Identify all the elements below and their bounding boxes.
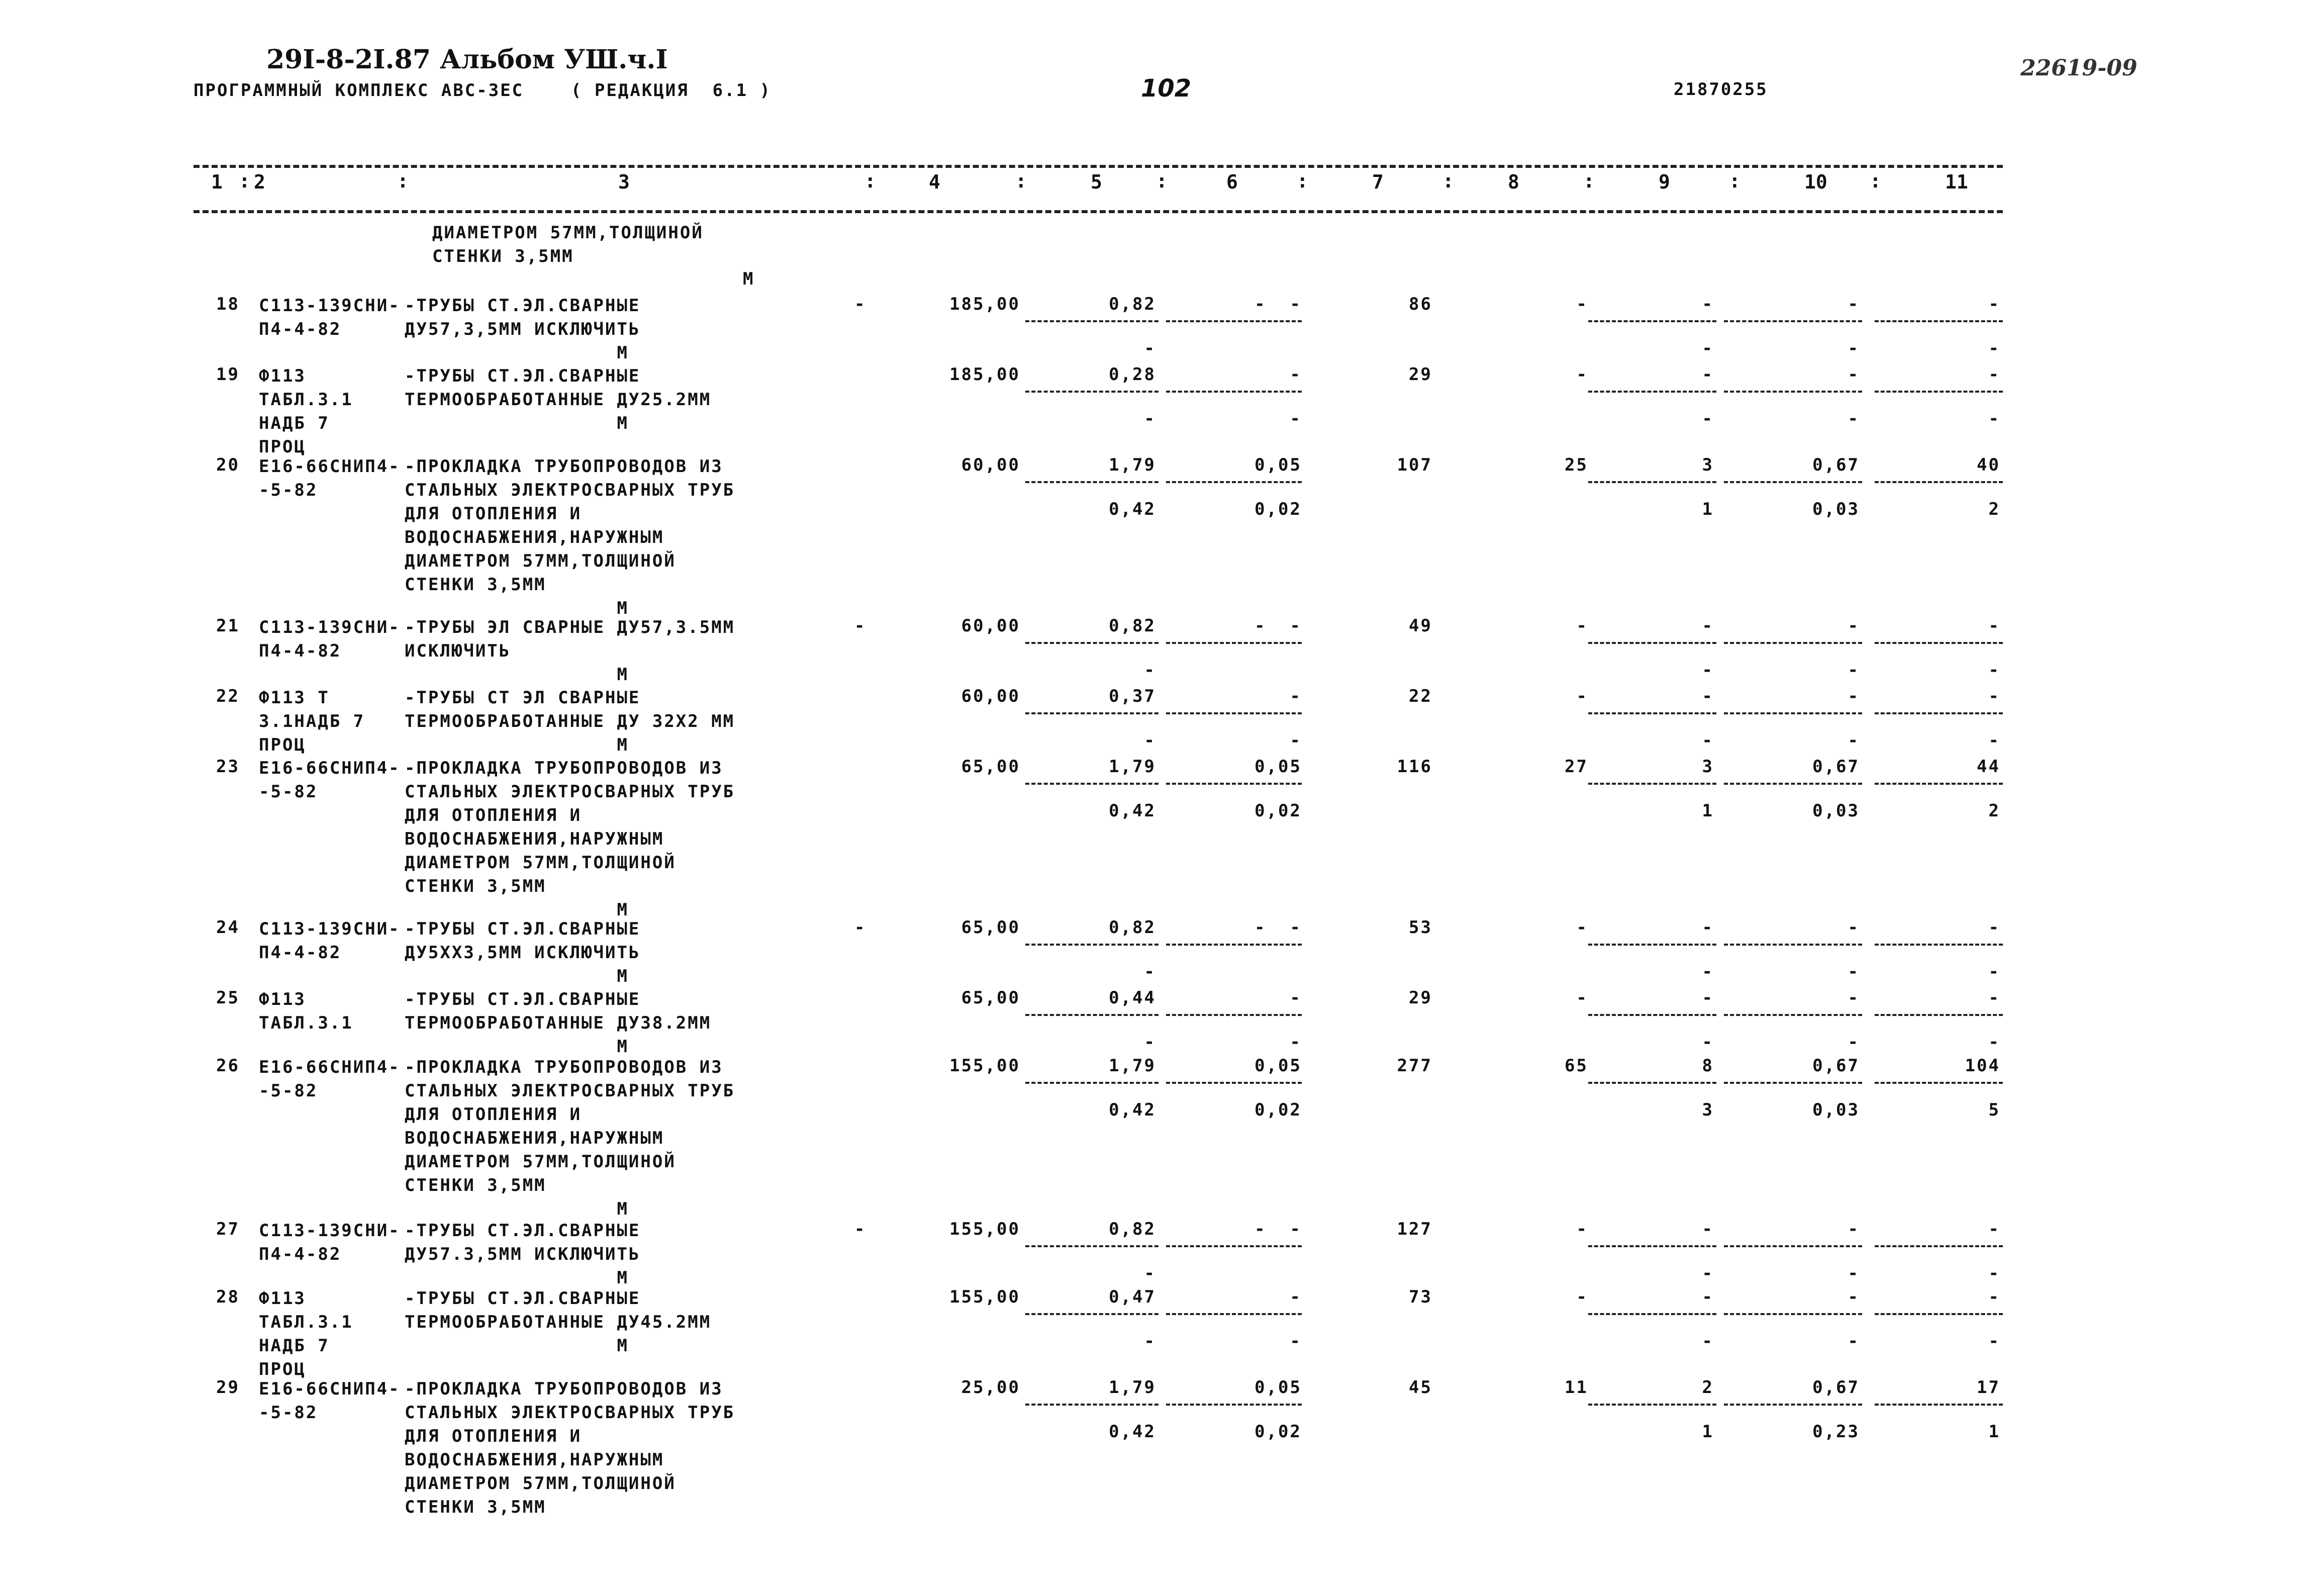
row-value-col5-top: 0,47 (1109, 1287, 1156, 1307)
row-number: 23 (216, 757, 240, 777)
split-value-rule (1875, 712, 2003, 714)
column-separator: : (1442, 170, 1454, 192)
row-value-col10-bottom: - (1848, 730, 1860, 751)
row-value-col11-bottom: - (1988, 409, 2000, 429)
row-description: -ПРОКЛАДКА ТРУБОПРОВОДОВ ИЗ СТАЛЬНЫХ ЭЛЕКТРОСВАРНЫХ ТРУБ ДЛЯ ОТОПЛЕНИЯ И ВОДОСНАБЖЕНИЯ,НАРУЖНЫМ ДИАМЕТРОМ 57ММ,ТОЛЩИНОЙ СТЕНКИ 3,5ММ М (405, 456, 735, 618)
row-description: -ТРУБЫ СТ.ЭЛ.СВАРНЫЕ ДУ57,3,5ММ ИСКЛЮЧИТЬ М (405, 296, 641, 363)
row-quantity: 185,00 (949, 294, 1020, 314)
split-value-rule (1166, 1404, 1302, 1406)
split-value-rule (1166, 642, 1302, 644)
row-value-col11-top: - (1988, 686, 2000, 706)
row-value-col5-bottom: 0,42 (1109, 499, 1156, 519)
row-value-col5-top: 0,37 (1109, 686, 1156, 706)
row-number: 24 (216, 917, 240, 938)
row-value-col10-top: 0,67 (1812, 757, 1860, 777)
split-value-rule (1724, 1404, 1862, 1406)
row-value-col6-top: - (1290, 1287, 1302, 1307)
row-value-col5-bottom: - (1144, 1032, 1156, 1052)
row-value-col5-bottom: 0,42 (1109, 1422, 1156, 1442)
row-value-col7: 73 (1409, 1287, 1432, 1307)
column-number-8: 8 (1508, 171, 1519, 193)
column-number-6: 6 (1226, 171, 1238, 193)
column-number-10: 10 (1804, 171, 1827, 193)
column-number-9: 9 (1659, 171, 1670, 193)
row-value-col10-top: - (1848, 364, 1860, 385)
row-value-col6-top: 0,05 (1254, 757, 1302, 777)
split-value-rule (1875, 391, 2003, 393)
row-value-col9-top: - (1702, 294, 1714, 314)
table-header-bottom-rule (193, 210, 2003, 213)
split-value-rule (1025, 642, 1158, 644)
row-value-col9-bottom: 1 (1702, 499, 1714, 519)
column-number-11: 11 (1945, 171, 1968, 193)
row-value-col9-bottom: - (1702, 660, 1714, 680)
row-description: -ТРУБЫ СТ.ЭЛ.СВАРНЫЕ ДУ57.3,5ММ ИСКЛЮЧИТЬ М (405, 1221, 641, 1288)
row-value-col5-bottom: - (1144, 1263, 1156, 1283)
row-value-col9-bottom: - (1702, 1331, 1714, 1351)
column-separator: : (1156, 170, 1168, 192)
row-quantity: 65,00 (961, 988, 1020, 1008)
split-value-rule (1166, 944, 1302, 946)
row-value-col5-bottom: 0,42 (1109, 1100, 1156, 1120)
archive-stamp: 22619-09 (2020, 55, 2138, 81)
row-value-col6-bottom: 0,02 (1254, 1422, 1302, 1442)
row-value-col5-top: 0,44 (1109, 988, 1156, 1008)
row-number: 27 (216, 1219, 240, 1239)
row-value-col7: 127 (1397, 1219, 1432, 1239)
row-value-col6-top: - - (1254, 917, 1302, 938)
split-value-rule (1588, 944, 1716, 946)
split-value-rule (1025, 1014, 1158, 1016)
row-description: -ТРУБЫ СТ.ЭЛ.СВАРНЫЕ ТЕРМООБРАБОТАННЫЕ ДУ45.2ММ М (405, 1288, 712, 1356)
row-value-col6-top: - - (1254, 1219, 1302, 1239)
column-separator: : (1729, 170, 1740, 192)
row-value-col9-bottom: - (1702, 730, 1714, 751)
split-value-rule (1025, 1404, 1158, 1406)
row-number: 22 (216, 686, 240, 706)
row-value-col11-top: 40 (1977, 455, 2000, 475)
split-value-rule (1166, 1014, 1302, 1016)
split-value-rule (1724, 712, 1862, 714)
row-code: Ф113 ТАБЛ.3.1 НАДБ 7 ПРОЦ (259, 1288, 353, 1379)
row-value-col10-bottom: 0,23 (1812, 1422, 1860, 1442)
row-value-col10-top: - (1848, 1219, 1860, 1239)
split-value-rule (1875, 1404, 2003, 1406)
row-value-col6-top: - (1290, 686, 1302, 706)
row-value-col5-bottom: - (1144, 1331, 1156, 1351)
split-value-rule (1025, 712, 1158, 714)
row-description: -ТРУБЫ СТ ЭЛ СВАРНЫЕ ТЕРМООБРАБОТАННЫЕ ДУ 32Х2 ММ М (405, 688, 735, 755)
row-number: 20 (216, 455, 240, 475)
split-value-rule (1588, 1082, 1716, 1084)
row-value-col11-top: - (1988, 1287, 2000, 1307)
split-value-rule (1875, 783, 2003, 785)
split-value-rule (1025, 391, 1158, 393)
row-value-col7: 116 (1397, 757, 1432, 777)
row-value-col7: 107 (1397, 455, 1432, 475)
row-value-col10-top: - (1848, 616, 1860, 636)
row-value-col8: - (1576, 988, 1588, 1008)
row-value-col5-bottom: 0,42 (1109, 801, 1156, 821)
split-value-rule (1588, 1313, 1716, 1315)
row-value-col6-bottom: - (1290, 1032, 1302, 1052)
row-value-col9-bottom: - (1702, 338, 1714, 358)
row-value-col9-bottom: 1 (1702, 801, 1714, 821)
column-separator: : (1583, 170, 1595, 192)
row-value-col6-bottom: - (1290, 730, 1302, 751)
row-quantity: 60,00 (961, 616, 1020, 636)
row-value-col11-bottom: - (1988, 1263, 2000, 1283)
row-number: 29 (216, 1377, 240, 1398)
row-value-col8: 65 (1565, 1056, 1588, 1076)
split-value-rule (1588, 1014, 1716, 1016)
row-value-col7: 53 (1409, 917, 1432, 938)
row-value-col8: - (1576, 294, 1588, 314)
row-value-col11-bottom: - (1988, 1032, 2000, 1052)
row-value-col9-top: - (1702, 1219, 1714, 1239)
row-description: -ПРОКЛАДКА ТРУБОПРОВОДОВ ИЗ СТАЛЬНЫХ ЭЛЕКТРОСВАРНЫХ ТРУБ ДЛЯ ОТОПЛЕНИЯ И ВОДОСНАБЖЕНИЯ,НАРУЖНЫМ ДИАМЕТРОМ 57ММ,ТОЛЩИНОЙ СТЕНКИ 3,5ММ М (405, 758, 735, 920)
row-description: -ТРУБЫ СТ.ЭЛ.СВАРНЫЕ ТЕРМООБРАБОТАННЫЕ ДУ25.2ММ М (405, 366, 712, 433)
row-value-col5-top: 0,82 (1109, 917, 1156, 938)
column-number-2: 2 (254, 171, 265, 193)
split-value-rule (1588, 642, 1716, 644)
row-value-col11-bottom: 2 (1988, 801, 2000, 821)
split-value-rule (1724, 1245, 1862, 1247)
split-value-rule (1875, 320, 2003, 322)
column-separator: : (1015, 170, 1027, 192)
row-value-col9-bottom: - (1702, 962, 1714, 982)
row-quantity: 25,00 (961, 1377, 1020, 1398)
split-value-rule (1724, 391, 1862, 393)
row-value-col11-top: - (1988, 1219, 2000, 1239)
row-code: С113-139СНИ- П4-4-82 (259, 617, 401, 661)
row-value-col5-top: 1,79 (1109, 757, 1156, 777)
row-value-col6-bottom: 0,02 (1254, 499, 1302, 519)
row-value-col10-top: - (1848, 988, 1860, 1008)
split-value-rule (1166, 1245, 1302, 1247)
row-number: 25 (216, 988, 240, 1008)
row-value-col9-bottom: - (1702, 1032, 1714, 1052)
row-value-col8: - (1576, 917, 1588, 938)
row-value-col7: 277 (1397, 1056, 1432, 1076)
row-value-col6-top: - - (1254, 616, 1302, 636)
column-separator: : (1870, 170, 1881, 192)
program-title: ПРОГРАММНЫЙ КОМПЛЕКС АВС-3ЕС ( РЕДАКЦИЯ 6.1 ) (193, 80, 772, 101)
split-value-rule (1724, 481, 1862, 483)
split-value-rule (1588, 1245, 1716, 1247)
split-value-rule (1166, 712, 1302, 714)
row-value-col5-top: 1,79 (1109, 1056, 1156, 1076)
split-value-rule (1724, 320, 1862, 322)
column-number-3: 3 (618, 171, 630, 193)
row-code: Ф113 Т 3.1НАДБ 7 ПРОЦ (259, 688, 365, 755)
row-number: 19 (216, 364, 240, 385)
split-value-rule (1166, 1313, 1302, 1315)
row-value-col10-bottom: 0,03 (1812, 499, 1860, 519)
split-value-rule (1875, 1245, 2003, 1247)
row-value-col7: 29 (1409, 364, 1432, 385)
row-quantity: 60,00 (961, 686, 1020, 706)
column-separator: : (1297, 170, 1308, 192)
row-value-col9-top: - (1702, 988, 1714, 1008)
row-mark: - (854, 616, 866, 636)
row-code: С113-139СНИ- П4-4-82 (259, 919, 401, 963)
row-value-col7: 49 (1409, 616, 1432, 636)
row-value-col11-bottom: 2 (1988, 499, 2000, 519)
row-value-col6-bottom: - (1290, 409, 1302, 429)
row-value-col6-bottom: 0,02 (1254, 1100, 1302, 1120)
row-code: Ф113 ТАБЛ.3.1 (259, 989, 353, 1033)
page-number: 102 (1141, 74, 1192, 103)
row-value-col9-bottom: - (1702, 1263, 1714, 1283)
split-value-rule (1724, 783, 1862, 785)
row-value-col9-bottom: 3 (1702, 1100, 1714, 1120)
row-code: С113-139СНИ- П4-4-82 (259, 1221, 401, 1264)
album-title: 29I-8-2I.87 Альбом УШ.ч.I (266, 44, 668, 75)
row-value-col7: 86 (1409, 294, 1432, 314)
row-value-col11-top: - (1988, 294, 2000, 314)
split-value-rule (1588, 783, 1716, 785)
row-value-col11-top: - (1988, 616, 2000, 636)
row-value-col11-bottom: - (1988, 730, 2000, 751)
row-description: -ТРУБЫ СТ.ЭЛ.СВАРНЫЕ ДУ5ХХ3,5ММ ИСКЛЮЧИТЬ М (405, 919, 641, 986)
row-value-col8: - (1576, 616, 1588, 636)
split-value-rule (1025, 481, 1158, 483)
row-value-col6-bottom: - (1290, 1331, 1302, 1351)
row-value-col9-top: 8 (1702, 1056, 1714, 1076)
row-mark: - (854, 1219, 866, 1239)
row-value-col11-bottom: - (1988, 338, 2000, 358)
split-value-rule (1588, 481, 1716, 483)
row-value-col11-top: - (1988, 364, 2000, 385)
split-value-rule (1166, 1082, 1302, 1084)
row-value-col7: 45 (1409, 1377, 1432, 1398)
row-value-col5-top: 1,79 (1109, 1377, 1156, 1398)
row-value-col7: 22 (1409, 686, 1432, 706)
row-value-col10-bottom: - (1848, 338, 1860, 358)
row-value-col6-top: 0,05 (1254, 1377, 1302, 1398)
column-number-5: 5 (1091, 171, 1102, 193)
continuation-unit: М (743, 269, 755, 289)
split-value-rule (1724, 944, 1862, 946)
continuation-description: ДИАМЕТРОМ 57ММ,ТОЛЩИНОЙ СТЕНКИ 3,5ММ (432, 223, 704, 266)
row-value-col8: 27 (1565, 757, 1588, 777)
row-quantity: 155,00 (949, 1056, 1020, 1076)
column-number-1: 1 (211, 171, 223, 193)
row-value-col9-top: - (1702, 917, 1714, 938)
row-quantity: 155,00 (949, 1287, 1020, 1307)
row-value-col11-bottom: - (1988, 962, 2000, 982)
split-value-rule (1724, 1313, 1862, 1315)
column-number-4: 4 (929, 171, 940, 193)
row-value-col8: - (1576, 364, 1588, 385)
row-value-col10-bottom: - (1848, 1331, 1860, 1351)
row-value-col9-bottom: 1 (1702, 1422, 1714, 1442)
row-value-col10-top: - (1848, 294, 1860, 314)
row-quantity: 65,00 (961, 757, 1020, 777)
split-value-rule (1166, 481, 1302, 483)
row-value-col5-top: 1,79 (1109, 455, 1156, 475)
row-description: -ПРОКЛАДКА ТРУБОПРОВОДОВ ИЗ СТАЛЬНЫХ ЭЛЕКТРОСВАРНЫХ ТРУБ ДЛЯ ОТОПЛЕНИЯ И ВОДОСНАБЖЕНИЯ,НАРУЖНЫМ ДИАМЕТРОМ 57ММ,ТОЛЩИНОЙ СТЕНКИ 3,5ММ (405, 1379, 735, 1517)
row-code: Е16-66СНИП4- -5-82 (259, 1379, 401, 1423)
row-value-col5-top: 0,82 (1109, 1219, 1156, 1239)
row-value-col11-bottom: 1 (1988, 1422, 2000, 1442)
row-value-col6-top: - - (1254, 294, 1302, 314)
split-value-rule (1588, 391, 1716, 393)
row-value-col11-bottom: - (1988, 660, 2000, 680)
row-number: 21 (216, 616, 240, 636)
row-value-col10-top: - (1848, 1287, 1860, 1307)
row-value-col8: - (1576, 1219, 1588, 1239)
row-value-col9-top: - (1702, 616, 1714, 636)
row-value-col5-bottom: - (1144, 730, 1156, 751)
row-value-col5-bottom: - (1144, 962, 1156, 982)
split-value-rule (1875, 642, 2003, 644)
split-value-rule (1025, 320, 1158, 322)
row-value-col10-top: 0,67 (1812, 1056, 1860, 1076)
split-value-rule (1724, 642, 1862, 644)
column-number-7: 7 (1372, 171, 1384, 193)
row-number: 26 (216, 1056, 240, 1076)
row-mark: - (854, 294, 866, 314)
row-value-col8: 25 (1565, 455, 1588, 475)
row-value-col10-bottom: 0,03 (1812, 801, 1860, 821)
row-value-col10-top: - (1848, 686, 1860, 706)
split-value-rule (1875, 1014, 2003, 1016)
row-code: Е16-66СНИП4- -5-82 (259, 456, 401, 500)
column-separator: : (864, 170, 876, 192)
row-value-col8: - (1576, 686, 1588, 706)
row-code: Е16-66СНИП4- -5-82 (259, 758, 401, 802)
row-value-col11-top: 44 (1977, 757, 2000, 777)
column-separator: : (397, 170, 409, 192)
row-value-col6-top: - (1290, 988, 1302, 1008)
row-value-col8: - (1576, 1287, 1588, 1307)
row-quantity: 60,00 (961, 455, 1020, 475)
row-value-col5-bottom: - (1144, 409, 1156, 429)
row-value-col10-bottom: - (1848, 409, 1860, 429)
document-code: 21870255 (1674, 79, 1768, 100)
split-value-rule (1025, 783, 1158, 785)
row-quantity: 185,00 (949, 364, 1020, 385)
split-value-rule (1724, 1082, 1862, 1084)
row-code: Е16-66СНИП4- -5-82 (259, 1057, 401, 1101)
split-value-rule (1875, 1313, 2003, 1315)
row-value-col10-top: 0,67 (1812, 455, 1860, 475)
row-code: Ф113 ТАБЛ.3.1 НАДБ 7 ПРОЦ (259, 366, 353, 457)
split-value-rule (1875, 481, 2003, 483)
row-value-col10-bottom: - (1848, 1263, 1860, 1283)
row-description: -ПРОКЛАДКА ТРУБОПРОВОДОВ ИЗ СТАЛЬНЫХ ЭЛЕКТРОСВАРНЫХ ТРУБ ДЛЯ ОТОПЛЕНИЯ И ВОДОСНАБЖЕНИЯ,НАРУЖНЫМ ДИАМЕТРОМ 57ММ,ТОЛЩИНОЙ СТЕНКИ 3,5ММ М (405, 1057, 735, 1219)
split-value-rule (1025, 1245, 1158, 1247)
row-value-col9-top: 2 (1702, 1377, 1714, 1398)
row-description: -ТРУБЫ СТ.ЭЛ.СВАРНЫЕ ТЕРМООБРАБОТАННЫЕ ДУ38.2ММ М (405, 989, 712, 1057)
row-quantity: 65,00 (961, 917, 1020, 938)
row-code: С113-139СНИ- П4-4-82 (259, 296, 401, 339)
row-value-col5-top: 0,82 (1109, 616, 1156, 636)
split-value-rule (1025, 1082, 1158, 1084)
row-mark: - (854, 917, 866, 938)
row-value-col6-top: - (1290, 364, 1302, 385)
table-top-rule (193, 165, 2003, 168)
row-value-col11-bottom: - (1988, 1331, 2000, 1351)
split-value-rule (1724, 1014, 1862, 1016)
row-value-col9-top: - (1702, 686, 1714, 706)
split-value-rule (1166, 783, 1302, 785)
row-value-col11-top: 17 (1977, 1377, 2000, 1398)
column-separator: : (239, 170, 250, 192)
row-value-col5-top: 0,28 (1109, 364, 1156, 385)
row-quantity: 155,00 (949, 1219, 1020, 1239)
row-value-col11-top: - (1988, 917, 2000, 938)
row-value-col6-top: 0,05 (1254, 455, 1302, 475)
split-value-rule (1875, 944, 2003, 946)
row-description: -ТРУБЫ ЭЛ СВАРНЫЕ ДУ57,3.5ММ ИСКЛЮЧИТЬ М (405, 617, 735, 685)
row-value-col9-bottom: - (1702, 409, 1714, 429)
row-value-col9-top: 3 (1702, 455, 1714, 475)
row-value-col9-top: - (1702, 1287, 1714, 1307)
split-value-rule (1166, 320, 1302, 322)
split-value-rule (1588, 1404, 1716, 1406)
row-value-col10-top: - (1848, 917, 1860, 938)
row-value-col6-bottom: 0,02 (1254, 801, 1302, 821)
split-value-rule (1588, 712, 1716, 714)
row-value-col11-bottom: 5 (1988, 1100, 2000, 1120)
row-value-col7: 29 (1409, 988, 1432, 1008)
row-value-col9-top: 3 (1702, 757, 1714, 777)
split-value-rule (1025, 944, 1158, 946)
split-value-rule (1588, 320, 1716, 322)
row-value-col10-top: 0,67 (1812, 1377, 1860, 1398)
split-value-rule (1166, 391, 1302, 393)
row-value-col10-bottom: - (1848, 962, 1860, 982)
row-value-col11-top: - (1988, 988, 2000, 1008)
row-value-col8: 11 (1565, 1377, 1588, 1398)
row-value-col5-bottom: - (1144, 660, 1156, 680)
row-value-col6-top: 0,05 (1254, 1056, 1302, 1076)
row-value-col10-bottom: - (1848, 1032, 1860, 1052)
row-number: 28 (216, 1287, 240, 1307)
row-value-col11-top: 104 (1965, 1056, 2000, 1076)
row-value-col5-bottom: - (1144, 338, 1156, 358)
row-value-col9-top: - (1702, 364, 1714, 385)
row-value-col5-top: 0,82 (1109, 294, 1156, 314)
split-value-rule (1875, 1082, 2003, 1084)
row-value-col10-bottom: - (1848, 660, 1860, 680)
split-value-rule (1025, 1313, 1158, 1315)
row-value-col10-bottom: 0,03 (1812, 1100, 1860, 1120)
row-number: 18 (216, 294, 240, 314)
